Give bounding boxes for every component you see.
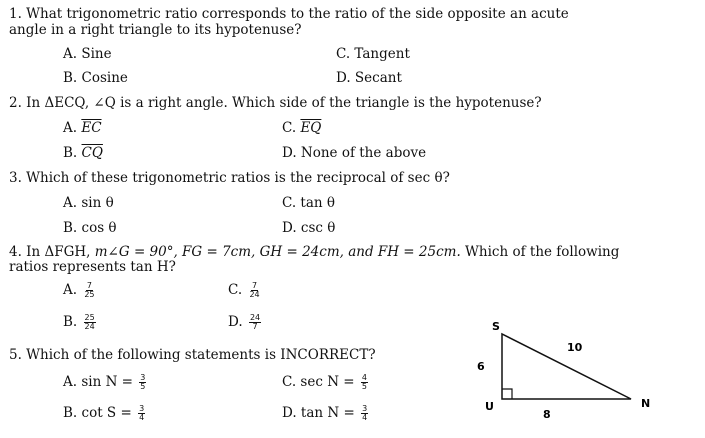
- q5-option-d-lhs: D. tan N =: [282, 405, 355, 421]
- q4-option-c-letter: C.: [228, 282, 243, 298]
- denominator: 24: [249, 290, 260, 299]
- q4-option-b[interactable]: [63, 314, 96, 331]
- denominator: 7: [252, 322, 258, 331]
- vertex-label-n: N: [641, 397, 651, 410]
- numerator: 24: [249, 313, 261, 322]
- q2-option-c-segment: $\overline{EQ}$: [300, 120, 322, 136]
- q4-stem-line2: ratios represents tan H?: [9, 259, 176, 275]
- numerator: 7: [86, 281, 92, 290]
- triangle-figure: [455, 300, 675, 430]
- q5-stem: 5. Which of the following statements is INCORRECT?: [9, 347, 376, 363]
- vertex-label-u: U: [485, 400, 494, 413]
- right-angle-marker: [502, 389, 512, 399]
- vertex-label-s: S: [492, 320, 500, 333]
- q4-option-d-fraction: [249, 314, 261, 331]
- q3-stem: 3. Which of these trigonometric ratios is the reciprocal of sec θ?: [9, 170, 450, 186]
- q1-option-a[interactable]: A. Sine: [63, 46, 112, 62]
- q4-option-d[interactable]: [228, 314, 261, 331]
- q4-option-a[interactable]: [63, 282, 96, 299]
- side-label-sn: 10: [567, 341, 583, 354]
- numerator: 25: [84, 313, 95, 322]
- q5-option-c-fraction: [361, 374, 368, 391]
- side-label-un: 8: [543, 408, 551, 421]
- q3-option-c[interactable]: C. tan θ: [282, 195, 336, 211]
- q5-option-c-lhs: C. sec N =: [282, 374, 355, 390]
- denominator: 5: [361, 382, 368, 391]
- numerator: 3: [139, 404, 145, 413]
- q2-option-c[interactable]: [282, 120, 321, 136]
- numerator: 4: [361, 373, 368, 382]
- denominator: 4: [362, 413, 368, 422]
- q5-option-c[interactable]: [282, 374, 368, 391]
- q3-option-d[interactable]: D. csc θ: [282, 220, 336, 236]
- numerator: 3: [362, 404, 368, 413]
- q4-option-d-letter: D.: [228, 314, 243, 330]
- q4-stem-intro: 4. In ΔFGH,: [9, 244, 95, 260]
- q5-option-b-lhs: B. cot S =: [63, 405, 132, 421]
- denominator: 24: [84, 322, 95, 331]
- q2-option-d[interactable]: D. None of the above: [282, 145, 427, 161]
- q4-option-a-letter: A.: [63, 282, 78, 298]
- q2-option-c-letter: C.: [282, 120, 297, 136]
- q5-option-a-fraction: [139, 374, 146, 391]
- numerator: 7: [251, 281, 258, 290]
- denominator: 25: [84, 290, 95, 299]
- q5-option-a[interactable]: [63, 374, 146, 391]
- q5-option-d[interactable]: [282, 405, 368, 422]
- q5-option-b-fraction: [138, 405, 145, 422]
- q4-option-b-fraction: [84, 314, 96, 331]
- q2-option-b-segment: $\overline{CQ}$: [81, 145, 103, 161]
- q4-option-b-letter: B.: [63, 314, 78, 330]
- q2-stem: 2. In ΔECQ, ∠Q is a right angle. Which side of the triangle is the hypotenuse?: [9, 95, 542, 111]
- q1-option-b[interactable]: B. Cosine: [63, 70, 128, 86]
- q5-option-d-fraction: [361, 405, 368, 422]
- q2-option-a[interactable]: [63, 120, 102, 136]
- q4-stem-tail: Which of the following: [460, 244, 620, 260]
- q2-option-a-letter: A.: [63, 120, 78, 136]
- numerator: 3: [140, 373, 146, 382]
- side-label-su: 6: [477, 360, 485, 373]
- q1-stem-line1: 1. What trigonometric ratio corresponds to the ratio of the side opposite an acute: [9, 6, 569, 22]
- q4-stem-line1: [9, 244, 619, 260]
- q1-option-d[interactable]: D. Secant: [336, 70, 402, 86]
- q4-option-a-fraction: [83, 282, 95, 299]
- q3-option-a[interactable]: A. sin θ: [63, 195, 114, 211]
- q4-option-c[interactable]: [228, 282, 261, 299]
- q3-option-b[interactable]: B. cos θ: [63, 220, 117, 236]
- q2-option-b-letter: B.: [63, 145, 78, 161]
- q5-option-a-lhs: A. sin N =: [63, 374, 133, 390]
- denominator: 4: [139, 413, 145, 422]
- denominator: 5: [140, 382, 146, 391]
- q5-option-b[interactable]: [63, 405, 145, 422]
- q1-stem-line2: angle in a right triangle to its hypotenuse?: [9, 22, 302, 38]
- q2-option-a-segment: $\overline{EC}$: [81, 120, 102, 136]
- q4-option-c-fraction: [248, 282, 260, 299]
- q4-stem-givens: m∠G = 90°, FG = 7cm, GH = 24cm, and FH = 25cm.: [94, 244, 461, 260]
- q2-option-b[interactable]: [63, 145, 103, 161]
- q1-option-c[interactable]: C. Tangent: [336, 46, 410, 62]
